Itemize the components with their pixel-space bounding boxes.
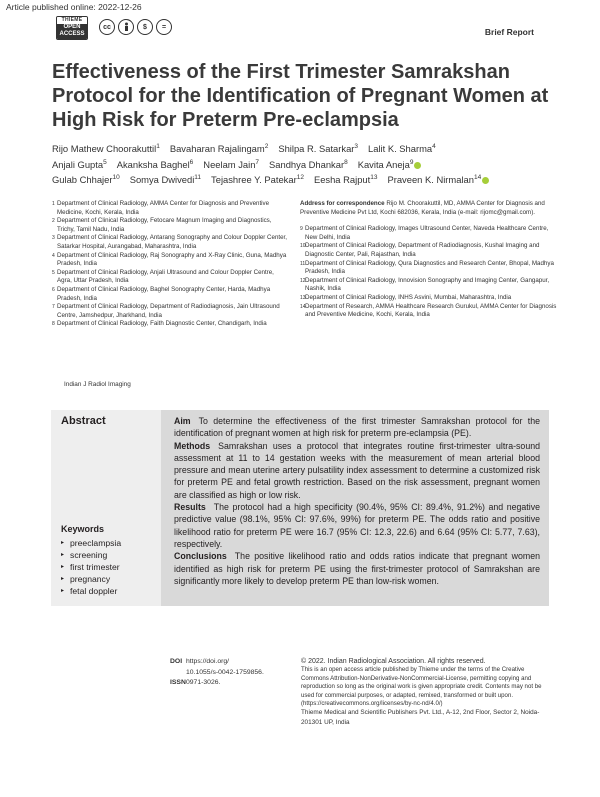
affiliation-number: 9: [300, 226, 303, 233]
author: [358, 156, 422, 172]
keyword-item: [61, 561, 121, 573]
keywords-list: [61, 537, 121, 597]
author-list: [52, 140, 562, 187]
affiliation: [300, 260, 562, 277]
abstract-section: [174, 440, 540, 501]
arrow-bullet-icon: ▸: [61, 588, 65, 594]
copyright-line: © 2022. Indian Radiological Association. All rights reserved.: [301, 658, 486, 665]
affiliation: [300, 277, 562, 294]
affiliation-text: Department of Clinical Radiology, Innovision Sonography and Imaging Center, Gangapur, Nashik, India: [305, 276, 550, 293]
author-name: Sandhya Dhankar: [269, 158, 345, 170]
nd-icon: =: [156, 19, 172, 35]
article-type: Brief Report: [484, 27, 534, 37]
author: [314, 171, 378, 187]
affiliation-text: Department of Clinical Radiology, Faith Diagnostic Center, Chandigarh, India: [57, 320, 267, 328]
affiliation-text: Department of Clinical Radiology, INHS Asvini, Mumbai, Maharashtra, India: [305, 293, 512, 301]
abstract-heading: Abstract: [61, 415, 106, 427]
abstract-section-label: Results: [174, 502, 206, 513]
abstract-section-text: The positive likelihood ratio and odds ratios indicate that pregnant women identified as high risk for preterm PE using the first-trimester protocol of Samrakshan are significantly more likely to develop preterm PE than low-risk women.: [174, 551, 540, 586]
author: [130, 171, 201, 187]
author: [52, 171, 120, 187]
keyword-text: preeclampsia: [70, 538, 122, 548]
abstract-section-text: Samrakshan uses a protocol that integrates routine first-trimester ultra-sound assessment at 11 to 14 gestation weeks with the measurement of mean arterial blood pressure and mean uterine artery pulsatility index assessment to determine a customized risk for preterm PE and fetal growth restriction. Based on the risk assessment, pregnant women are classified as high or low risk.: [174, 440, 540, 500]
abstract-section-text: The protocol had a high specificity (90.4%, 95% CI: 89.4%, 91.2%) and negative predictive value (98.1%, 95% CI: 97.6%, 99%) for preterm PE. The odds ratio and positive likelihood ratio for preterm PE were 16.7 (95% CI: 12.3, 22.6) and 6.64 (95% CI: 5.77, 7.63), respectively.: [174, 502, 540, 549]
author-affiliation-number: 8: [344, 158, 348, 166]
affiliation-text: Department of Clinical Radiology, Fetocare Magnum Imaging and Diagnostics, Trichy, Tamil Nadu, India: [57, 217, 272, 233]
author-affiliation-number: 5: [103, 158, 107, 166]
author-affiliation-number: 4: [432, 143, 436, 150]
affiliation: [300, 303, 562, 320]
abstract-section: [174, 415, 540, 440]
correspondence: [300, 200, 562, 217]
author-affiliation-number: 11: [194, 174, 202, 182]
affiliations-right: [300, 200, 562, 320]
author-name: Lalit K. Sharma: [368, 143, 433, 155]
affiliation-number: 13: [300, 294, 306, 301]
doi-label: DOI: [170, 658, 183, 665]
author: [203, 156, 259, 172]
creative-commons-license-icons: [99, 19, 172, 35]
arrow-bullet-icon: ▸: [61, 564, 65, 570]
affiliation-text: Department of Research, AMMA Healthcare Research Gurukul, AMMA Center for Diagnosis and Preventive Medicine, Kochi, Kerala, India: [305, 302, 557, 319]
affiliation-text: Department of Clinical Radiology, Anjali Ultrasound and Colour Doppler Centre, Agra, Uttar Pradesh, India: [57, 268, 274, 285]
author-name: Praveen K. Nirmalan: [387, 174, 474, 186]
keyword-text: pregnancy: [70, 574, 111, 584]
abstract-section-label: Conclusions: [174, 551, 227, 562]
affiliation: [52, 252, 287, 269]
author-affiliation-number: 13: [370, 174, 378, 182]
author-affiliation-number: 12: [296, 174, 304, 182]
orcid-icon[interactable]: [482, 177, 489, 184]
keyword-item: [61, 585, 121, 597]
keyword-item: [61, 549, 121, 561]
affiliation-number: 3: [52, 235, 55, 242]
affiliation-number: 1: [52, 201, 55, 207]
abstract-section-text: To determine the effectiveness of the first trimester Samrakshan protocol for the identification of pregnant women at high risk for preterm pre-eclampsia (PE).: [174, 416, 540, 439]
abstract-section: [174, 501, 540, 550]
author: [269, 156, 348, 172]
arrow-bullet-icon: ▸: [61, 576, 65, 582]
correspondence-label: Address for correspondence: [300, 200, 385, 207]
affiliation-number: 4: [52, 252, 55, 259]
affiliation: [52, 320, 287, 329]
publisher-text: Thieme Medical and Scientific Publishers Pvt. Ltd., A-12, 2nd Floor, Sector 2, Noida-201301 UP, India: [301, 709, 540, 726]
author-affiliation-number: 14: [473, 174, 482, 182]
publication-date: Article published online: 2022-12-26: [6, 2, 142, 12]
affiliation-number: 11: [300, 260, 306, 267]
affiliation-text: Department of Clinical Radiology, Antarang Sonography and Colour Doppler Center, Satarkar Hospital, Aurangabad, Maharashtra, India: [57, 234, 287, 250]
author-row: [52, 156, 562, 172]
abstract-section: [174, 550, 540, 587]
author-row: [52, 171, 562, 187]
affiliation: [52, 269, 287, 286]
affiliation: [300, 225, 562, 242]
affiliation-text: Department of Clinical Radiology, Qura Diagnostics and Research Center, Bhopal, Madhya Pradesh, India: [305, 259, 554, 276]
affiliation: [52, 200, 287, 217]
affiliation-text: Department of Clinical Radiology, Baghel Sonography Center, Harda, Madhya Pradesh, India: [57, 285, 271, 302]
abstract-body: [174, 415, 540, 587]
author-affiliation-number: 9: [409, 158, 414, 166]
author: [387, 171, 489, 187]
correspondence-text: Rijo M. Choorakuttil, MD, AMMA Center for Diagnosis and Preventive Medicine Pvt Ltd, Kochi 682036, Kerala, India (e-mail: rijomc@gmail.com).: [300, 200, 545, 216]
author: [52, 156, 107, 172]
badge-line-3: ACCESS: [57, 31, 87, 39]
author-name: Somya Dwivedi: [129, 174, 195, 186]
affiliation-number: 2: [52, 218, 55, 225]
keyword-text: first trimester: [70, 562, 120, 572]
author-name: Rijo Mathew Choorakuttil: [52, 143, 157, 155]
author-affiliation-number: 10: [112, 174, 120, 182]
by-icon: [118, 19, 134, 35]
badge-line-2: OPEN: [57, 24, 87, 31]
affiliation-text: Department of Clinical Radiology, Department of Radiodiagnosis, Kushal Imaging and Diagnostic Center, Pali, Rajasthan, India: [305, 242, 540, 258]
affiliation-text: Department of Clinical Radiology, Raj Sonography and X-Ray Clinic, Guna, Madhya Pradesh, India: [57, 251, 287, 268]
author-affiliation-number: 6: [189, 158, 194, 166]
author-name: Bavaharan Rajalingam: [169, 143, 265, 155]
author-name: Neelam Jain: [203, 158, 256, 170]
journal-name: Indian J Radiol Imaging: [64, 381, 131, 388]
affiliation: [52, 303, 287, 320]
author-name: Eesha Rajput: [313, 174, 371, 186]
issn-label: ISSN: [170, 679, 186, 686]
affiliation-number: 12: [300, 277, 306, 284]
author-name: Shilpa R. Satarkar: [278, 143, 355, 155]
orcid-icon[interactable]: [414, 162, 421, 169]
keyword-text: screening: [70, 550, 108, 560]
affiliation-number: 5: [52, 269, 55, 276]
author: [52, 140, 160, 156]
keywords-heading: Keywords: [61, 524, 105, 534]
author: [170, 140, 268, 156]
arrow-bullet-icon: ▸: [61, 540, 65, 546]
author-name: Akanksha Baghel: [116, 158, 190, 170]
author-affiliation-number: 1: [156, 143, 160, 150]
license-text: This is an open access article published by Thieme under the terms of the Creative Commons Attribution-NonDerivative-NonCommercial-License, permitting copying and reproduction so long as the original work is given appropriate credit. Contents may not be used for commercial purposes, or adapted, remixed, transformed or built upon. (https://creativecommons.org/licenses/by-nc-nd/4.0/): [301, 666, 542, 708]
cc-icon: cc: [99, 19, 115, 35]
issn-value: 0971-3026.: [186, 679, 221, 686]
arrow-bullet-icon: ▸: [61, 552, 65, 558]
affiliation-number: 14: [300, 303, 306, 310]
author-row: [52, 140, 562, 156]
abstract-section-label: Aim: [174, 416, 191, 426]
author-affiliation-number: 2: [264, 143, 269, 150]
author: [278, 140, 358, 156]
abstract-section-label: Methods: [174, 440, 211, 451]
affiliation-text: Department of Clinical Radiology, AMMA Center for Diagnosis and Preventive Medicine, Kochi, Kerala, India: [57, 200, 270, 216]
author-name: Gulab Chhajer: [52, 174, 113, 186]
affiliation: [300, 294, 562, 303]
article-title: Effectiveness of the First Trimester Samrakshan Protocol for the Identification of Pregnant Women at High Risk for Preterm Pre-eclampsia: [52, 61, 549, 131]
affiliation-text: Department of Clinical Radiology, Images Ultrasound Center, Naveda Healthcare Centre, New Delhi, India: [305, 225, 549, 241]
keyword-text: fetal doppler: [70, 586, 118, 596]
keyword-item: [61, 573, 121, 585]
keyword-item: [61, 537, 121, 549]
author-name: Tejashree Y. Patekar: [211, 174, 297, 186]
affiliation-text: Department of Clinical Radiology, Department of Radiodiagnosis, Jain Ultrasound Centre, Jamshedpur, Jharkhand, India: [57, 303, 280, 319]
affiliation: [300, 242, 562, 259]
author: [368, 140, 436, 156]
author-name: Anjali Gupta: [52, 158, 104, 170]
doi-link[interactable]: https://doi.org/: [186, 658, 230, 665]
affiliation-number: 10: [300, 243, 306, 250]
badge-line-1: THIEME: [57, 17, 87, 24]
affiliation-number: 7: [52, 304, 55, 311]
affiliation: [52, 217, 287, 234]
author: [211, 171, 304, 187]
affiliation-number: 8: [52, 321, 55, 328]
author-affiliation-number: 7: [255, 158, 260, 166]
doi-value: 10.1055/s-0042-1759856.: [186, 668, 264, 676]
author-name: Kavita Aneja: [357, 158, 410, 170]
copyright-block: [301, 657, 553, 727]
doi-issn-block: [170, 657, 290, 689]
affiliation: [52, 234, 287, 251]
affiliation: [52, 286, 287, 303]
author-affiliation-number: 3: [354, 143, 359, 150]
author: [117, 156, 194, 172]
affiliation-number: 6: [52, 286, 55, 293]
affiliations-left: [52, 200, 287, 329]
thieme-open-access-logo: [56, 16, 88, 40]
nc-icon: $: [137, 19, 153, 35]
